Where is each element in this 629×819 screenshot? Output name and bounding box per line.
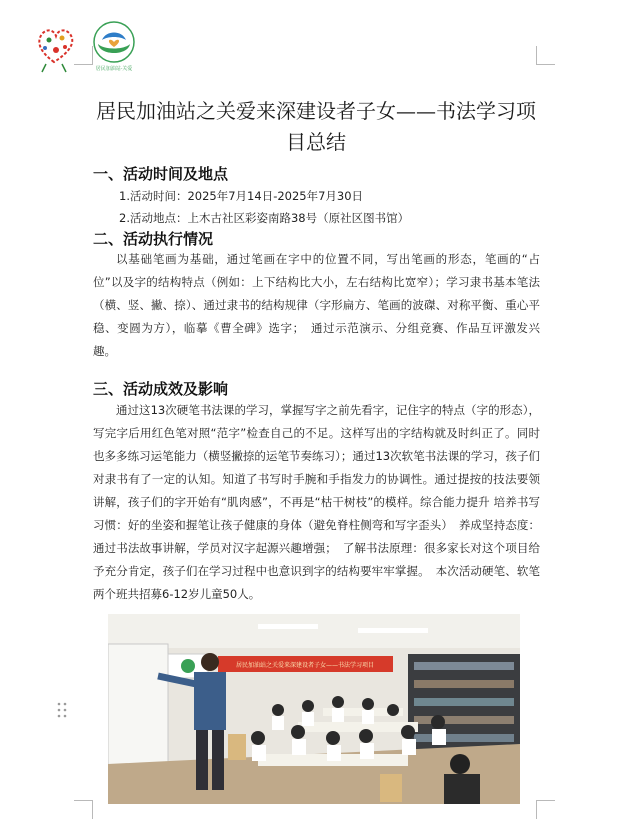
header-logos <box>34 20 154 74</box>
item-activity-location: 2.活动地点：上木古社区彩姿南路38号（原社区图书馆） <box>119 211 410 225</box>
margin-mark-bottom-left <box>74 800 93 819</box>
document-title: 居民加油站之关爱来深建设者子女——书法学习项目总结 <box>96 99 536 154</box>
photo-banner-text: 居民加油站之关爱来深建设者子女——书法学习项目 <box>235 662 375 669</box>
margin-mark-top-left <box>74 46 93 65</box>
paragraph-execution: 以基础笔画为基础，通过笔画在字中的位置不同，写出笔画的形态，笔画的“占位”以及字的结构特点（例如：上下结构比大小，左右结构比宽窄）；学习隶书基本笔法（横、竖、撇、捺）、通过隶书的结构规律（字形扁方、笔画的波磔、对称平衡、重心平稳、变圆为方），临摹《曹全碑》选字； 通过示范演示、分组竞赛、作品互评激发兴趣。 <box>93 252 540 358</box>
logo-caption: 居民加油站·关爱 <box>95 66 133 72</box>
section-heading-results: 三、活动成效及影响 <box>93 380 229 398</box>
margin-mark-top-right <box>536 46 555 65</box>
drag-handle-icon[interactable] <box>57 702 67 718</box>
margin-mark-bottom-right <box>536 800 555 819</box>
section-heading-execution: 二、活动执行情况 <box>93 230 214 248</box>
heart-flag-emblem-icon <box>39 30 72 72</box>
paragraph-results: 通过这13次硬笔书法课的学习，掌握写字之前先看字，记住字的特点（字的形态），写完字后用红色笔对照“范字”检查自己的不足。这样写出的字结构就及时纠正了。同时也多多练习运笔能力（横竖撇捺的运笔节奏练习）；通过13次软笔书法课的学习，孩子们对隶书有了一定的认知。知道了书写时手腕和手指发力的协调性。通过提按的技法要领讲解，孩子们的字开始有“肌肉感”，不再是“枯干树枝”的模样。综合能力提升 培养书写习惯：好的坐姿和握笔让孩子健康的身体（避免脊柱侧弯和写字歪头） 养成坚持态度：通过书法故事讲解，学员对汉字起源兴趣增强； 了解书法原理：很多家长对这个项目给予充分肯定，孩子们在学习过程中也意识到字的结构要牢牢掌握。 本次活动硬笔、软笔两个班共招募6-12岁儿童50人。 <box>93 403 540 601</box>
item-activity-time: 1.活动时间：2025年7月14日-2025年7月30日 <box>119 189 364 203</box>
section-heading-time-place: 一、活动时间及地点 <box>93 165 229 183</box>
green-hands-heart-icon <box>94 22 134 62</box>
class-photo <box>108 614 520 804</box>
